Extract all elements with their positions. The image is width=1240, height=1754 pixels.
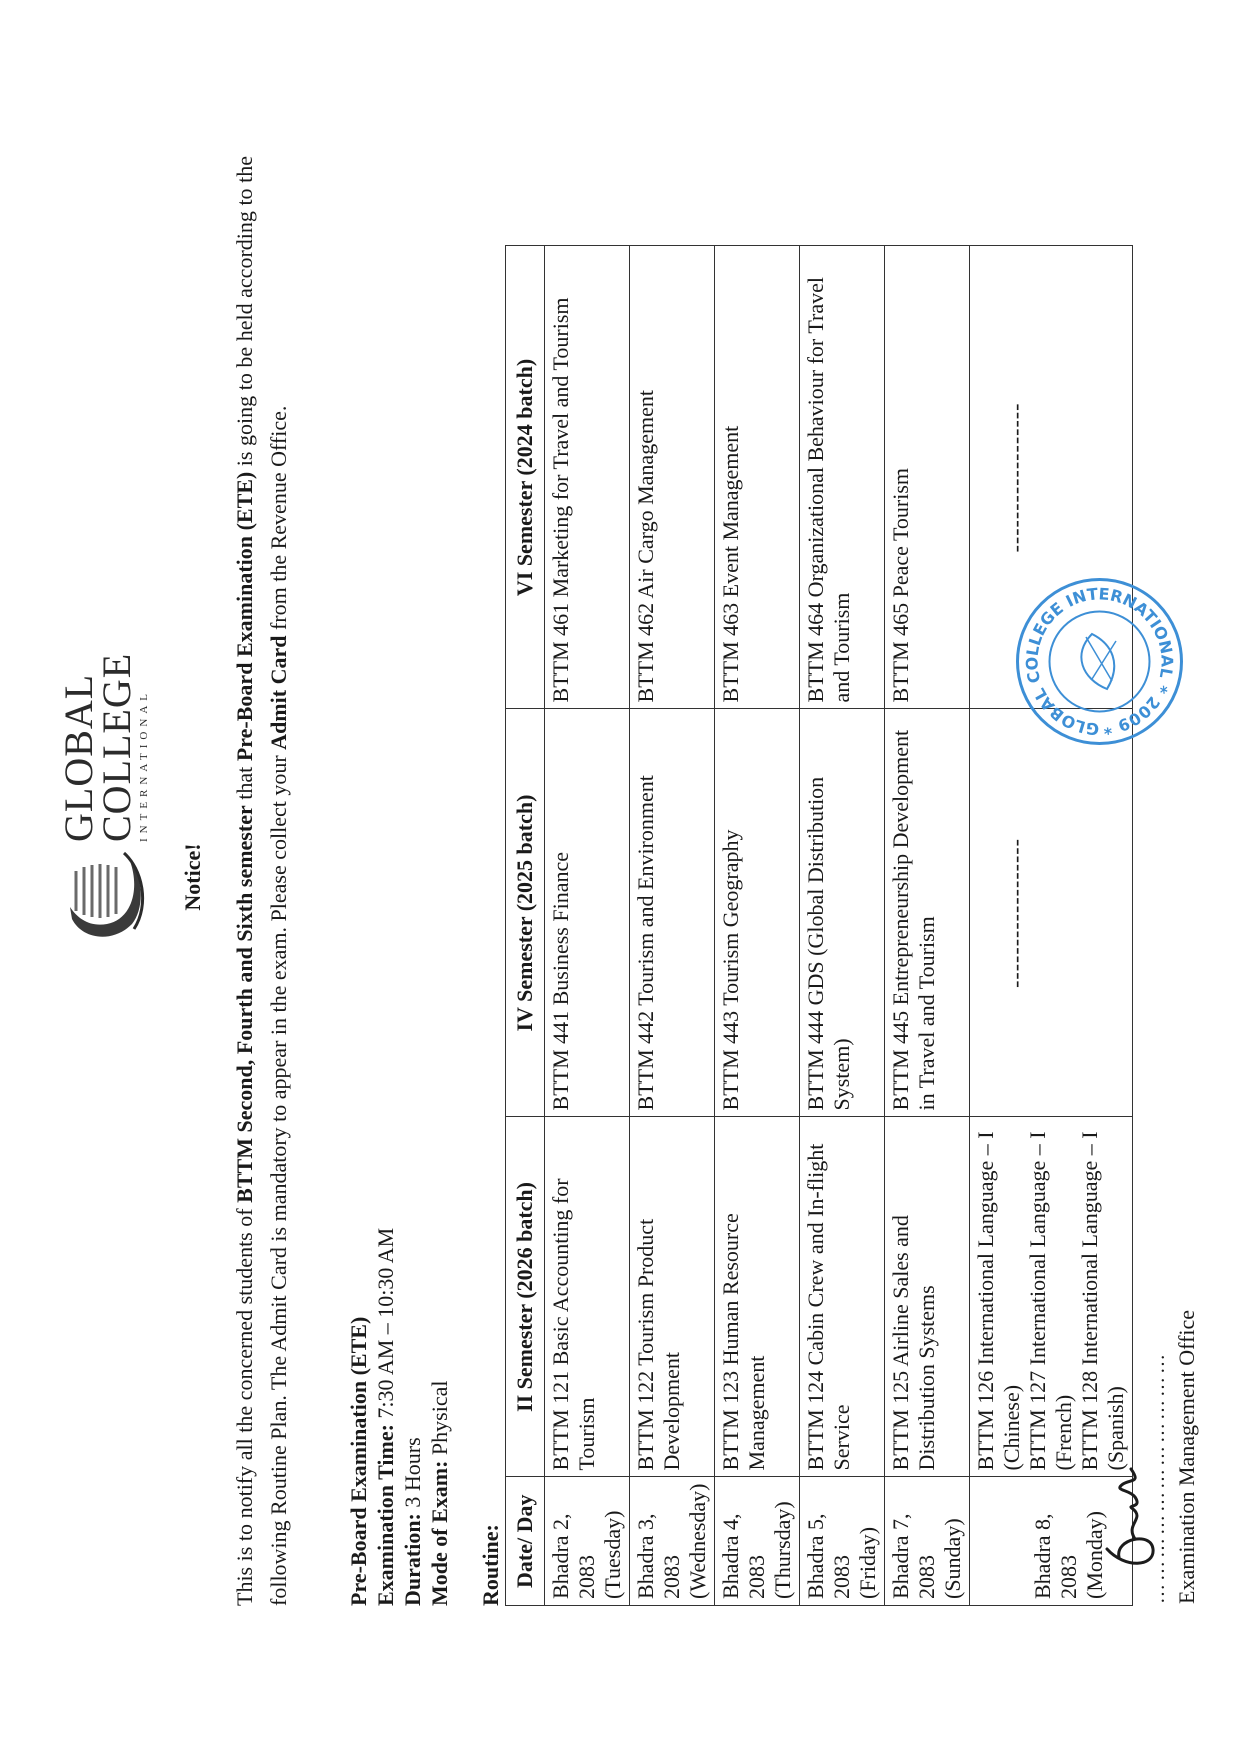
signature-dotted-line: …………………………… <box>1147 1351 1169 1604</box>
cell-sem-2: BTTM 125 Airline Sales and Distribution Systems <box>885 1117 970 1477</box>
intro-text-2: that <box>232 761 257 806</box>
cell-sem-6: BTTM 461 Marketing for Travel and Tourism <box>545 246 630 709</box>
cell-date: Bhadra 3, 2083 (Wednesday) <box>630 1477 715 1606</box>
table-row <box>630 246 715 1606</box>
exam-time-label: Examination Time: <box>373 1424 398 1606</box>
cell-sem-4: BTTM 444 GDS (Global Distribution System) <box>800 709 885 1117</box>
notice-title: Notice! <box>180 843 205 911</box>
header-date: Date/ Day <box>506 1477 545 1606</box>
logo-line-2: COLLEGE <box>94 652 139 842</box>
intro-paragraph <box>228 156 296 1606</box>
mode-label: Mode of Exam: <box>427 1460 452 1606</box>
logo-line-1: GLOBAL <box>56 673 101 842</box>
table-header-row <box>506 246 545 1606</box>
college-seal-stamp-icon <box>1012 574 1187 749</box>
table-row <box>545 246 630 1606</box>
cell-sem-4: BTTM 445 Entrepreneurship Development in Travel and Tourism <box>885 709 970 1117</box>
exam-heading: Pre-Board Examination (ETE) <box>346 1316 371 1606</box>
cell-date: Bhadra 4, 2083 (Thursday) <box>715 1477 800 1606</box>
intro-text-1: This is to notify all the concerned students of <box>232 1202 257 1606</box>
signature-block <box>1095 1274 1200 1604</box>
logo-line-3: INTERNATIONAL <box>138 689 150 842</box>
mode-value: Physical <box>427 1380 452 1461</box>
intro-bold-semesters: BTTM Second, Fourth and Sixth semester <box>232 805 257 1203</box>
cell-date: Bhadra 8, 2083 (Monday) <box>970 1477 1133 1606</box>
table-row <box>885 246 970 1606</box>
language-course: BTTM 126 International Language – I (Chinese) <box>973 1131 1024 1471</box>
college-logo-text <box>56 652 150 842</box>
cell-date: Bhadra 5, 2083 (Friday) <box>800 1477 885 1606</box>
cell-sem-6: BTTM 464 Organizational Behaviour for Travel and Tourism <box>800 246 885 709</box>
cell-sem-2: BTTM 124 Cabin Crew and In-flight Service <box>800 1117 885 1477</box>
duration-label: Duration: <box>400 1513 425 1606</box>
duration-value: 3 Hours <box>400 1437 425 1514</box>
svg-text:GLOBAL COLLEGE INTERNATIONAL * <box>1022 584 1176 738</box>
cell-sem-2: BTTM 122 Tourism Product Development <box>630 1117 715 1477</box>
exam-info <box>345 1228 453 1606</box>
cell-sem-6: BTTM 462 Air Cargo Management <box>630 246 715 709</box>
cell-date: Bhadra 2, 2083 (Tuesday) <box>545 1477 630 1606</box>
cell-sem-4: BTTM 441 Business Finance <box>545 709 630 1117</box>
routine-label: Routine: <box>478 1524 503 1606</box>
table-row <box>800 246 885 1606</box>
cell-sem-6: BTTM 463 Event Management <box>715 246 800 709</box>
header-sem-2: II Semester (2026 batch) <box>506 1117 545 1477</box>
cell-sem-4: BTTM 442 Tourism and Environment <box>630 709 715 1117</box>
routine-table <box>505 245 1133 1606</box>
table-row <box>715 246 800 1606</box>
cell-date: Bhadra 7, 2083 (Sunday) <box>885 1477 970 1606</box>
intro-bold-exam: Pre-Board Examination (ETE) <box>232 471 257 762</box>
cell-sem-2: BTTM 121 Basic Accounting for Tourism <box>545 1117 630 1477</box>
globe-swoosh-icon <box>62 849 146 949</box>
header-sem-4: IV Semester (2025 batch) <box>506 709 545 1117</box>
language-course: BTTM 127 International Language – I (French) <box>1025 1131 1076 1471</box>
empty-dash: ------------------ <box>1003 838 1028 988</box>
intro-bold-admit-card: Admit Card <box>266 635 291 750</box>
intro-text-4: from the Revenue Office. <box>266 405 291 636</box>
empty-dash: ------------------ <box>1003 402 1028 553</box>
cell-sem-4: BTTM 443 Tourism Geography <box>715 709 800 1117</box>
office-name: Examination Management Office <box>1174 1309 1199 1604</box>
stamp-text: GLOBAL COLLEGE INTERNATIONAL * 2009 * <box>1022 584 1177 739</box>
cell-sem-2: BTTM 123 Human Resource Management <box>715 1117 800 1477</box>
language-course: BTTM 128 International Language – I (Spanish) <box>1077 1131 1128 1471</box>
exam-time-value: 7:30 AM – 10:30 AM <box>373 1227 398 1425</box>
header-sem-6: VI Semester (2024 batch) <box>506 246 545 709</box>
intro-text-3: is going to be held according to the following Routine Plan. The Admit Card is mandatory to appear in the exam. Please collect your <box>232 156 291 1606</box>
cell-sem-4 <box>970 709 1133 1117</box>
cell-sem-6: BTTM 465 Peace Tourism <box>885 246 970 709</box>
